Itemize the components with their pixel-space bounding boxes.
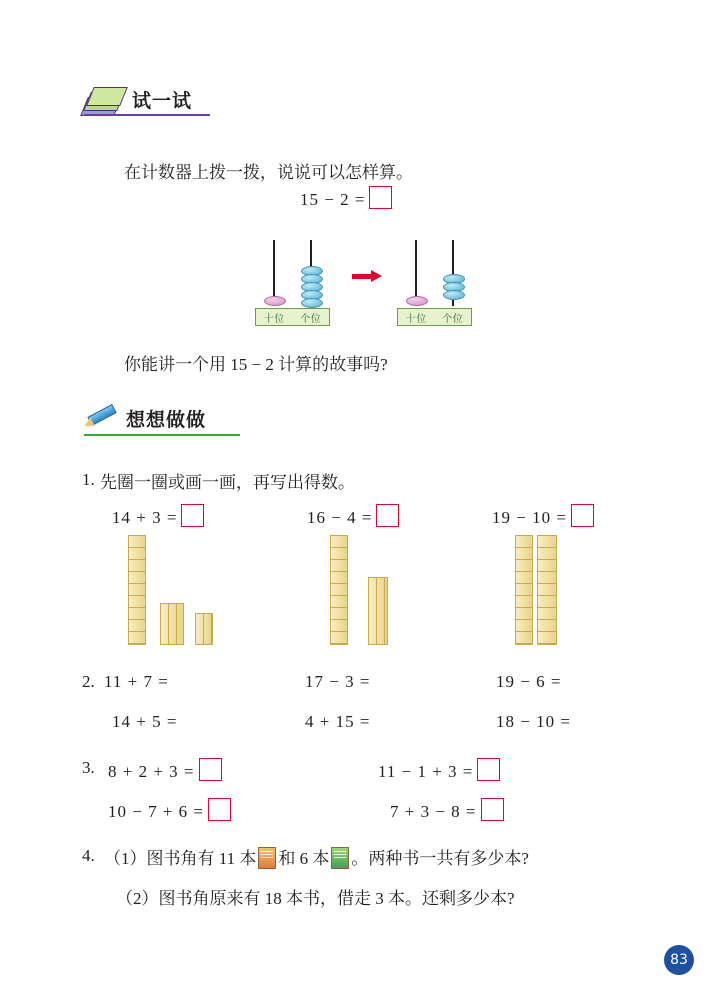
- exercise-4-item-1: [104, 846, 529, 872]
- book-green-icon: [331, 847, 349, 869]
- abacus-label-ones: 个位: [300, 313, 322, 325]
- section-title-try: 试一试: [132, 90, 193, 112]
- answer-box[interactable]: [199, 758, 222, 781]
- section-header-practice: [84, 405, 206, 432]
- abacus-left: [250, 240, 340, 335]
- book-orange-icon: [258, 847, 276, 869]
- section-underline-practice: [84, 434, 240, 436]
- equation-text: 10 − 7 + 6 =: [108, 802, 205, 821]
- abacus-right: [392, 240, 482, 335]
- abacus-label-tens: 十位: [263, 313, 285, 325]
- sticks-group-2: [330, 535, 450, 650]
- try-equation-text: 15 − 2 =: [300, 190, 366, 209]
- answer-box[interactable]: [477, 758, 500, 781]
- exercise-3-number: 3.: [82, 758, 95, 777]
- item-text-part1: 图书角有 11 本: [146, 849, 257, 868]
- exercise-2-eq-3: 19 − 6 =: [496, 672, 562, 691]
- try-question: 你能讲一个用 15 − 2 计算的故事吗?: [124, 355, 388, 374]
- exercise-2-eq-1: 11 + 7 =: [104, 672, 169, 691]
- stacked-parallelogram-icon: [84, 87, 124, 113]
- section-underline-try: [84, 114, 210, 116]
- red-arrow-icon: [352, 272, 382, 280]
- equation-text: 16 − 4 =: [307, 508, 373, 527]
- abacus-bead: [406, 296, 428, 306]
- exercise-2-number: 2.: [82, 672, 95, 691]
- equation-text: 14 + 3 =: [112, 508, 178, 527]
- exercise-1-eq-2: [307, 504, 399, 528]
- stick-single: [160, 603, 184, 645]
- stick-bundle: [128, 535, 146, 645]
- exercise-2-eq-2: 17 − 3 =: [305, 672, 371, 691]
- item-label: （2）: [116, 889, 159, 908]
- page-number-badge: 83: [664, 945, 694, 975]
- exercise-2-eq-6: 18 − 10 =: [496, 712, 571, 731]
- item-label: （1）: [104, 849, 147, 868]
- answer-box[interactable]: [181, 504, 204, 527]
- item-text-part2: 和 6 本: [278, 849, 330, 868]
- abacus-label-tens: 十位: [405, 313, 427, 325]
- pencil-icon: [84, 406, 118, 432]
- equation-text: 19 − 10 =: [492, 508, 567, 527]
- equation-text: 7 + 3 − 8 =: [390, 802, 477, 821]
- item-text: 图书角原来有 18 本书，借走 3 本。还剩多少本?: [158, 889, 515, 908]
- try-equation: [300, 186, 392, 210]
- section-title-practice: 想想做做: [126, 409, 207, 431]
- exercise-1-number: 1.: [82, 470, 95, 489]
- item-text-part3: 。两种书一共有多少本?: [351, 849, 529, 868]
- answer-box[interactable]: [369, 186, 392, 209]
- section-header-try: [84, 86, 192, 113]
- answer-box[interactable]: [376, 504, 399, 527]
- stick-bundle: [515, 535, 533, 645]
- exercise-2-eq-5: 4 + 15 =: [305, 712, 371, 731]
- answer-box[interactable]: [571, 504, 594, 527]
- exercise-4-number: 4.: [82, 846, 95, 865]
- exercise-2-eq-4: 14 + 5 =: [112, 712, 178, 731]
- abacus-base-left: [255, 308, 330, 326]
- exercise-1-eq-3: [492, 504, 594, 528]
- exercise-3-eq-2: [378, 758, 500, 782]
- abacus-label-ones: 个位: [442, 313, 464, 325]
- stick-single: [195, 613, 213, 645]
- try-prompt: 在计数器上拨一拨，说说可以怎样算。: [124, 163, 413, 182]
- exercise-3-eq-1: [108, 758, 222, 782]
- equation-text: 8 + 2 + 3 =: [108, 762, 195, 781]
- answer-box[interactable]: [208, 798, 231, 821]
- stick-bundle: [330, 535, 348, 645]
- equation-text: 11 − 1 + 3 =: [378, 762, 474, 781]
- sticks-group-3: [515, 535, 635, 650]
- stick-bundle: [537, 535, 557, 645]
- exercise-1-eq-1: [112, 504, 204, 528]
- answer-box[interactable]: [481, 798, 504, 821]
- abacus-bead: [443, 290, 465, 300]
- sticks-group-1: [120, 535, 240, 650]
- abacus-bead: [264, 296, 286, 306]
- stick-single: [368, 577, 388, 645]
- exercise-1-prompt: 先圈一圈或画一画，再写出得数。: [100, 473, 355, 492]
- exercise-4-item-2: [116, 886, 515, 912]
- exercise-3-eq-4: [390, 798, 504, 822]
- abacus-bead: [301, 298, 323, 308]
- exercise-3-eq-3: [108, 798, 231, 822]
- abacus-base-right: [397, 308, 472, 326]
